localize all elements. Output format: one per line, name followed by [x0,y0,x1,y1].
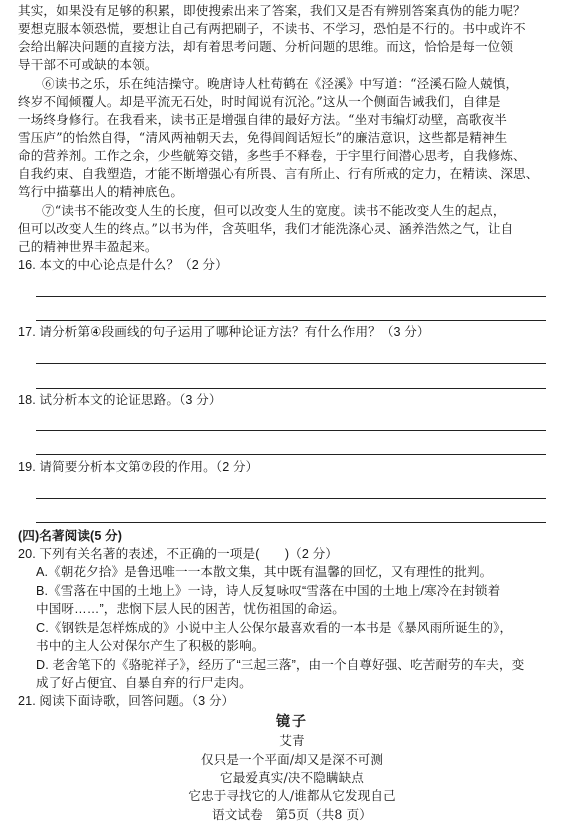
question-17: 17. 请分析第④段画线的句子运用了哪种论证方法？有什么作用？（3 分） [18,325,430,339]
question-21: 21. 阅读下面诗歌，回答问题。（3 分） [18,694,235,708]
passage-line: 但可以改变人生的终点。”以书为伴，含英咀华，我们才能洗涤心灵、涵养浩然之气，让自 [18,221,514,236]
answer-line-19a[interactable] [36,498,546,499]
passage-line: 导干部不可或缺的本领。 [18,57,158,72]
answer-line-17b[interactable] [36,388,546,389]
option-c: C.《钢铁是怎样炼成的》小说中主人公保尔最喜欢看的一本书是《暴风雨所诞生的》， [36,621,513,635]
page-footer: 语文试卷 第5页（共8 页） [212,807,372,822]
question-19: 19. 请简要分析本文第⑦段的作用。（2 分） [18,460,259,474]
section-4-heading: (四)名著阅读(5 分) [18,529,123,543]
passage-line: 己的精神世界丰盈起来。 [18,239,158,254]
option-b-cont: 中国呀……”，悲悯下层人民的困苦，忧伤祖国的命运。 [36,602,345,616]
passage-line: 终岁不闻倾覆人。却是平流无石处，时时闻说有沉沦。”这从一个侧面告诫我们，自律是 [18,94,501,109]
passage-line: 会给出解决问题的直接方法，却有着思考问题、分析问题的思维。而这，恰恰是每一位领 [18,39,514,54]
option-a: A.《朝花夕拾》是鲁迅唯一一本散文集，其中既有温馨的回忆，又有理性的批判。 [36,565,493,579]
answer-line-17a[interactable] [36,363,546,364]
passage-paragraph-6-start: ⑥读书之乐，乐在纯洁操守。晚唐诗人杜荀鹤在《泾溪》中写道：“泾溪石险人兢慎， [42,76,519,91]
poem-line: 仅只是一个平面/却又是深不可测 [200,752,384,767]
passage-line: 雪压庐”的怡然自得，“清风两袖朝天去，免得闾阎话短长”的廉洁意识，这些都是精神生 [18,130,508,145]
poem-author: 艾青 [279,733,305,748]
poem-line: 它最爱真实/决不隐瞒缺点 [220,770,364,785]
passage-line: 一场终身修行。在我看来，读书正是增强自律的最好方法。“坐对韦编灯动壁，高歌夜半 [18,112,507,127]
option-d: D. 老舍笔下的《骆驼祥子》，经历了“三起三落”，由一个自尊好强、吃苦耐劳的车夫，变 [36,658,525,672]
passage-line: 要想克服本领恐慌，要想让自己有两把刷子，不读书、不学习，恐怕是不行的。书中或许不 [18,21,526,36]
option-d-cont: 成了好占便宜、自暴自弃的行尸走肉。 [36,676,252,690]
option-c-cont: 书中的主人公对保尔产生了积极的影响。 [36,639,265,653]
question-18: 18. 试分析本文的论证思路。（3 分） [18,393,222,407]
question-16: 16. 本文的中心论点是什么？（2 分） [18,258,228,272]
poem-title: 镜子 [276,714,308,730]
answer-line-19b[interactable] [36,522,546,523]
passage-paragraph-7-start: ⑦“读书不能改变人生的长度，但可以改变人生的宽度。读书不能改变人生的起点， [42,203,506,218]
answer-line-18b[interactable] [36,454,546,455]
answer-line-16a[interactable] [36,296,546,297]
passage-line: 命的营养剂。工作之余，少些觥筹交错，多些手不释卷，于宇里行间潜心思考，自我修炼、 [18,148,526,163]
poem-line: 它忠于寻找它的人/谁都从它发现自己 [188,788,396,803]
option-b: B.《雪落在中国的土地上》一诗，诗人反复咏叹“雪落在中国的土地上/寒冷在封锁着 [36,584,501,598]
question-20: 20. 下列有关名著的表述，不正确的一项是( )（2 分） [18,547,338,561]
answer-line-16b[interactable] [36,320,546,321]
passage-line: 自我约束、自我塑造，才能不断增强心有所畏、言有所止、行有所戒的定力，在精读、深思、 [18,166,539,181]
answer-line-18a[interactable] [36,430,546,431]
passage-line: 笃行中描摹出人的精神底色。 [18,184,184,199]
passage-line: 其实，如果没有足够的积累，即使搜索出来了答案，我们又是否有辨别答案真伪的能力呢？ [18,3,526,18]
